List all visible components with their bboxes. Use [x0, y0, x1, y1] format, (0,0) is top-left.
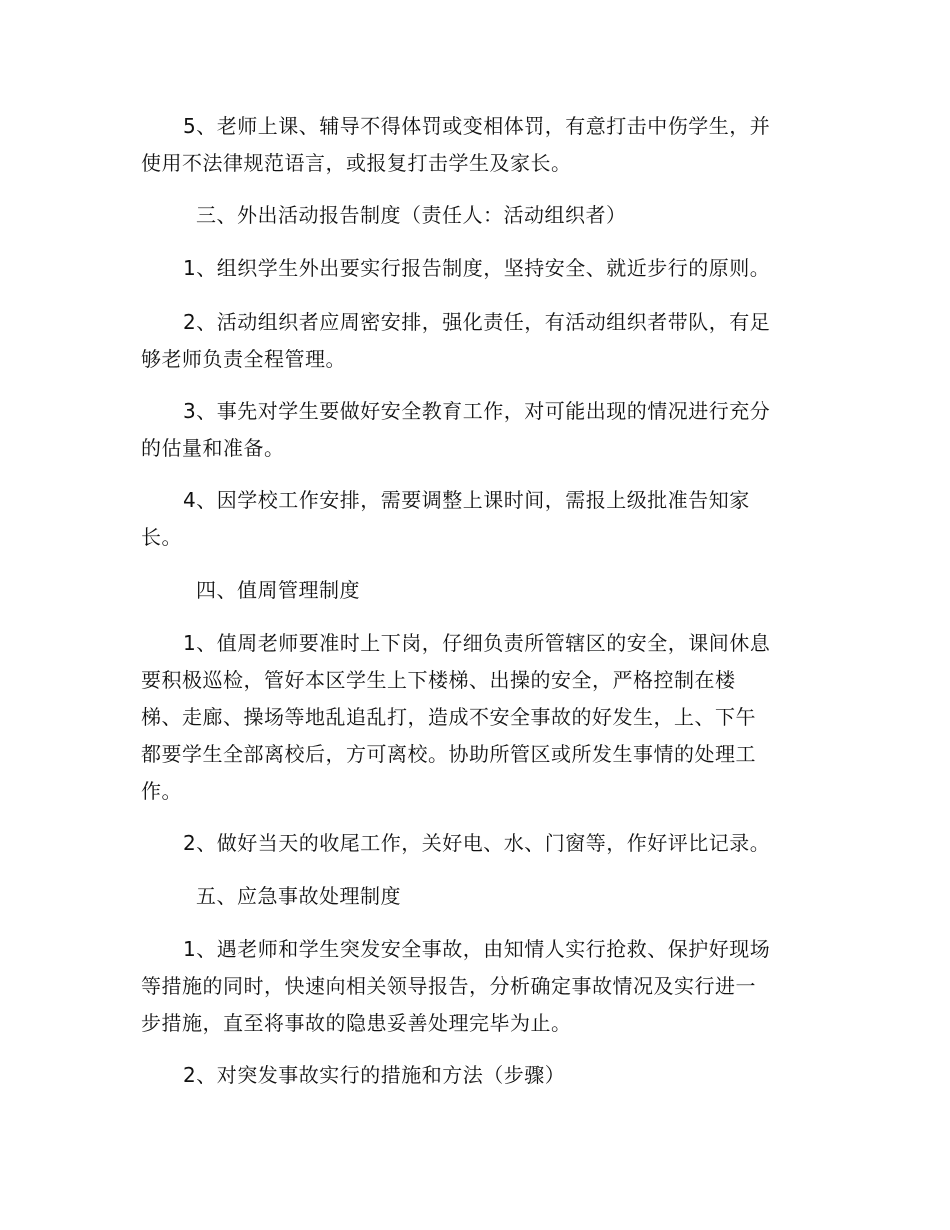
paragraph-line: 梯、走廊、操场等地乱追乱打，造成不安全事故的好发生，上、下午 — [141, 705, 756, 729]
section-heading: 三、外出活动报告制度（责任人：活动组织者） — [196, 203, 627, 227]
paragraph-line: 作。 — [141, 779, 182, 803]
paragraph-line: 4、因学校工作安排，需要调整上课时间，需报上级批准告知家 — [183, 488, 750, 512]
paragraph-line: 2、做好当天的收尾工作，关好电、水、门窗等，作好评比记录。 — [183, 831, 771, 855]
paragraph-line: 长。 — [141, 525, 182, 549]
paragraph-line: 2、对突发事故实行的措施和方法（步骤） — [183, 1063, 566, 1087]
section-heading: 四、值周管理制度 — [196, 578, 360, 602]
paragraph-line: 够老师负责全程管理。 — [141, 347, 346, 371]
paragraph-line: 使用不法律规范语言，或报复打击学生及家长。 — [141, 151, 572, 175]
paragraph-line: 5、老师上课、辅导不得体罚或变相体罚，有意打击中伤学生，并 — [183, 114, 771, 138]
section-heading: 五、应急事故处理制度 — [196, 884, 401, 908]
paragraph-line: 3、事先对学生要做好安全教育工作，对可能出现的情况进行充分 — [183, 399, 771, 423]
paragraph-line: 2、活动组织者应周密安排，强化责任，有活动组织者带队，有足 — [183, 310, 771, 334]
paragraph-line: 等措施的同时，快速向相关领导报告，分析确定事故情况及实行进一 — [141, 974, 756, 998]
paragraph-line: 要积极巡检，管好本区学生上下楼梯、出操的安全，严格控制在楼 — [141, 668, 736, 692]
paragraph-line: 都要学生全部离校后，方可离校。协助所管区或所发生事情的处理工 — [141, 742, 756, 766]
paragraph-line: 的估量和准备。 — [141, 436, 285, 460]
paragraph-line: 步措施，直至将事故的隐患妥善处理完毕为止。 — [141, 1011, 572, 1035]
paragraph-line: 1、遇老师和学生突发安全事故，由知情人实行抢救、保护好现场 — [183, 937, 771, 961]
paragraph-line: 1、值周老师要准时上下岗，仔细负责所管辖区的安全，课间休息 — [183, 631, 771, 655]
paragraph-line: 1、组织学生外出要实行报告制度，坚持安全、就近步行的原则。 — [183, 256, 771, 280]
